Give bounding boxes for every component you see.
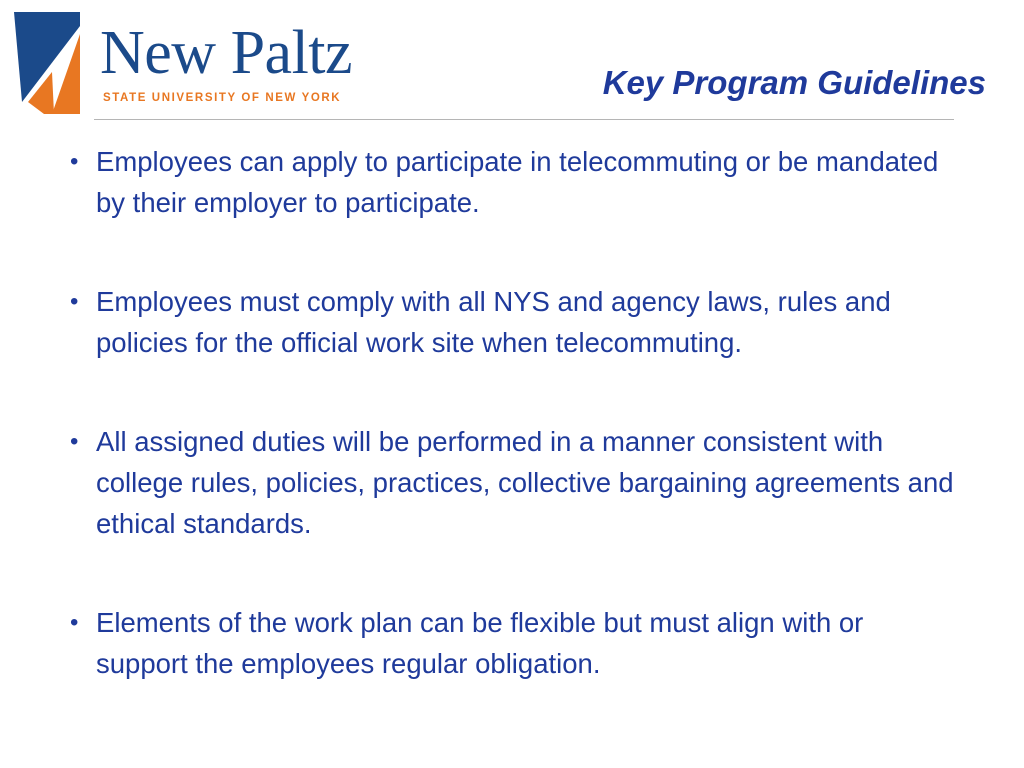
bullet-icon: • [70,609,79,636]
title-divider [94,119,954,120]
bullet-icon: • [70,148,79,175]
bullet-item [70,421,960,544]
bullet-text: Elements of the work plan can be flexible but must align with or support the employees regular obligation. [96,607,864,679]
bullet-text: Employees must comply with all NYS and agency laws, rules and policies for the official work site when telecommuting. [96,286,891,358]
bullet-icon: • [70,428,79,455]
bullet-icon: • [70,288,79,315]
bullet-text: All assigned duties will be performed in a manner consistent with college rules, policies, practices, collective bargaining agreements and ethical standards. [96,426,954,539]
new-paltz-logo [14,12,374,116]
logo-mark-icon [14,12,80,114]
bullet-item [70,281,960,363]
logo-subtitle: STATE UNIVERSITY OF NEW YORK [103,92,342,104]
bullet-item [70,141,960,223]
bullet-text: Employees can apply to participate in telecommuting or be mandated by their employer to participate. [96,146,939,218]
slide-title: Key Program Guidelines [602,64,986,101]
logo-name: New Paltz [100,19,353,87]
bullet-item [70,602,960,684]
bullet-list [70,141,960,742]
